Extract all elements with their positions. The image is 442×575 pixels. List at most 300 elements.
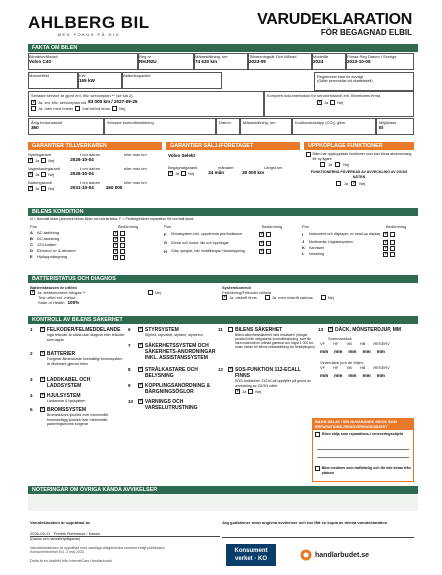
kontroll-item <box>128 343 216 367</box>
system-missing-checkbox[interactable] <box>265 295 270 300</box>
handlarbudet-name: handlarbudet.se <box>315 551 370 559</box>
doc-title-block <box>257 12 412 37</box>
yes-label: Ja <box>242 389 247 395</box>
item-title: DÄCK, MÖNSTERDJUP, MM <box>335 327 402 333</box>
footer-left-title: Varudeklaration är upprättad av <box>30 520 91 525</box>
f-checkbox[interactable] <box>266 232 271 237</box>
max-km-label: eller max km <box>124 152 147 157</box>
fakta-header: FAKTA OM BILEN <box>28 44 418 52</box>
item-number: 8 <box>128 367 131 372</box>
pos-label: Glas, speglar, inkl. inställningar/ hissaröppning <box>171 249 245 254</box>
item-checkbox[interactable] <box>40 351 45 356</box>
pos-label: AC-laddning <box>37 230 60 235</box>
skick-row <box>302 230 416 239</box>
service-box <box>28 91 264 117</box>
control-label: Senaste kontrollbesiktning <box>107 120 154 125</box>
garanti-seller <box>168 153 298 176</box>
yes-label: Ja <box>35 171 40 177</box>
field-firstreg[interactable] <box>346 53 414 70</box>
item-number: 12 <box>218 367 224 372</box>
pos-code: H <box>164 248 167 254</box>
kontroll-item <box>30 393 126 407</box>
batteri-method-label: Test utfört enl. metod <box>38 295 76 300</box>
kontroll-item <box>30 407 126 437</box>
skick-col-3 <box>302 230 416 257</box>
field-value: 155 kW <box>79 78 95 83</box>
no-label: Nej <box>48 171 55 177</box>
batt-no-checkbox[interactable] <box>41 186 46 191</box>
system-yes-checkbox[interactable] <box>222 295 227 300</box>
seller-no-checkbox[interactable] <box>181 171 186 176</box>
service-ej-checkbox[interactable] <box>75 106 80 111</box>
no-label: Nej <box>188 170 195 176</box>
to-date-label: t om datum <box>80 166 101 171</box>
item-sub: Länkarmar & hjulsystem <box>46 399 86 403</box>
batt-km: 160 000 <box>105 185 123 190</box>
field-value: 2024 <box>313 59 324 64</box>
item-number: 9 <box>128 383 131 388</box>
system-block <box>222 285 412 300</box>
footer-right <box>222 520 414 538</box>
field-label: Reg nr <box>139 54 152 59</box>
dangerous-checkbox[interactable] <box>315 466 320 471</box>
no-label: Nej <box>255 389 262 395</box>
class-cell[interactable] <box>376 118 414 135</box>
tyre-col: HB <box>359 365 366 370</box>
item-title: BILENS SÄKERHET <box>235 327 283 333</box>
kontroll-item <box>128 327 216 343</box>
item-number: 10 <box>128 399 134 404</box>
field-label: Motoreffekt <box>29 73 49 78</box>
tyre-mm[interactable]: mm <box>376 373 385 378</box>
skick-header: BILENS KONDITION <box>28 208 418 216</box>
item-checkbox[interactable] <box>328 327 333 332</box>
to-date-label: t om datum <box>80 152 101 157</box>
item-checkbox[interactable] <box>40 393 45 398</box>
field-kw[interactable] <box>78 72 122 89</box>
no-label: Nej <box>327 295 334 300</box>
kontroll-col-3 <box>218 327 318 397</box>
nybil-label: Nybilsgaranti <box>28 152 52 157</box>
upp-header: UPPKÖPLAGE FUNKTIONER <box>304 142 414 150</box>
vagn-no-checkbox[interactable] <box>41 172 46 177</box>
kontroll-header: KONTROLL AV BILENS SÄKERHET <box>28 316 418 324</box>
rating-label: Bedömning <box>386 224 407 229</box>
odo-cell[interactable] <box>240 118 292 135</box>
no-label: Nej <box>337 100 344 105</box>
sos-yes-checkbox[interactable] <box>235 389 240 394</box>
kontroll-item <box>30 377 126 393</box>
complete-box <box>264 91 414 117</box>
pos-label: Hjulupphängning <box>37 254 68 259</box>
item-checkbox[interactable] <box>40 327 45 332</box>
kontroll-item <box>30 351 126 377</box>
annual-cell[interactable] <box>28 118 104 135</box>
months-label: månader <box>218 165 234 170</box>
service-yes-label: Ja, enl. tillv. serviceplan vid <box>38 99 87 105</box>
pos-label: Klimatsystem inkl. uppvärmda ytor/funktioner <box>171 232 243 237</box>
repair-label: Bilen säljs som reparations-/ renoveringsobjekt <box>322 432 404 437</box>
f-checkbox[interactable] <box>120 243 125 248</box>
skick-row <box>30 254 160 260</box>
no-label: Nej <box>154 290 161 295</box>
n-checkbox[interactable] <box>383 232 388 237</box>
pos-label: Inredning <box>309 251 324 256</box>
tyre-col: VB <box>346 341 352 346</box>
pos-code: C <box>30 242 33 247</box>
skick-col-1 <box>30 230 160 260</box>
vagn-date: 2026-10-04 <box>70 171 94 176</box>
rating-label: Bedömning <box>118 224 139 229</box>
tyre-col: HF <box>333 341 339 346</box>
tyre-mm[interactable]: mm <box>362 373 371 378</box>
service-nej-label: Nej <box>119 106 126 111</box>
service-brister-checkbox[interactable] <box>31 106 36 111</box>
service-yes-checkbox[interactable] <box>31 100 36 105</box>
sos-no-checkbox[interactable] <box>248 389 253 394</box>
kontroll-item <box>128 399 216 415</box>
item-title: VARNINGS OCH VARSELUTRUSTNING <box>144 399 198 411</box>
seller-yes-checkbox[interactable] <box>168 171 173 176</box>
item-number: 1 <box>30 327 33 332</box>
complete-yes-checkbox[interactable] <box>317 100 322 105</box>
state-label: State of Health <box>38 300 65 305</box>
reg-label: Registrerat starrlör avvägt <box>317 74 364 79</box>
batteri-yes-checkbox[interactable] <box>30 290 35 295</box>
pos-code: E <box>30 254 33 259</box>
tyre-mm[interactable]: mm <box>320 373 329 378</box>
skick-row <box>164 239 300 247</box>
f-checkbox[interactable] <box>120 249 125 254</box>
skick-row <box>164 230 300 239</box>
item-sub: SOS-funktionen 112-eCall uppfyller på grund av avveckling av 2G/3G-nätet <box>235 379 312 388</box>
class-label: Miljöklass <box>379 120 397 125</box>
field-motor[interactable] <box>28 72 78 89</box>
skick-row <box>302 251 416 257</box>
to-date-label: t om datum <box>80 180 101 185</box>
f-checkbox[interactable] <box>390 246 395 251</box>
pos-label: Dörrar och luckor, lås och öppningar <box>171 240 229 245</box>
upp-checkbox[interactable] <box>306 152 311 157</box>
upp-no-checkbox[interactable] <box>335 162 340 167</box>
pos-label: 12V-batteri <box>37 242 57 247</box>
pos-label: Karosseri <box>309 245 325 250</box>
control-cell[interactable] <box>104 118 216 135</box>
tyre-col: VF <box>320 341 326 346</box>
class-value: El <box>379 125 384 130</box>
footer-left <box>30 520 220 563</box>
notes-area[interactable] <box>28 495 418 511</box>
kontroll-col-1 <box>30 327 126 437</box>
pos-code: K <box>302 245 305 250</box>
km-label: Längst km <box>264 165 283 170</box>
date-label: Datum <box>219 120 231 125</box>
notes-header: NOTERINGAR OM ÖVRIGA KÄNDA AVVIKELSER <box>28 486 418 494</box>
batteri-test-label: Ja, testdokument bifogas ** <box>37 290 86 295</box>
item-title: STYRSYSTEM <box>144 327 179 333</box>
reg-box <box>314 72 414 91</box>
seller-header: GARANTIER SÄLJ./FÖRETAGET <box>166 142 300 150</box>
field-label: Tillverkningsår Och Månad <box>249 54 297 59</box>
nybil-date: 2026-10-04 <box>70 157 94 162</box>
item-number: 2 <box>30 351 33 356</box>
tyre-col: HB <box>359 341 366 346</box>
tyre-col: VF <box>320 365 326 370</box>
n-checkbox[interactable] <box>259 232 264 237</box>
kontroll-col-2 <box>128 327 216 415</box>
f-checkbox[interactable] <box>390 232 395 237</box>
annual-row <box>28 118 414 135</box>
no-label: Nej <box>48 157 55 163</box>
vagn-yes-checkbox[interactable] <box>28 172 33 177</box>
complete-label: Komplett dokumentation för servicehistorik enl. tillverkares firma <box>267 93 381 98</box>
yes-label: Ja <box>324 100 329 105</box>
repair-header: BILEN SÄLJS I SIN NUVARANDE SKICK SOM REPARATIONS-/RENOVERINGSOBJEKT <box>313 419 413 430</box>
footer-signature-line[interactable] <box>222 535 414 538</box>
no-label: Nej <box>48 185 55 191</box>
item-checkbox[interactable] <box>138 343 143 348</box>
item-checkbox[interactable] <box>228 327 233 332</box>
pos-code: J <box>302 239 305 244</box>
f-checkbox[interactable] <box>120 255 125 260</box>
tyre-mm[interactable]: mm <box>376 349 385 354</box>
no-label: Nej <box>343 162 350 168</box>
footer-fine-3: Detta är en växlfrifö från InternetCars Handlarbudet <box>30 558 112 563</box>
annual-label: Årlig fordonsskatt <box>31 120 62 125</box>
tyre-mm[interactable]: mm <box>348 373 357 378</box>
nybil-no-checkbox[interactable] <box>41 158 46 163</box>
pos-code: A <box>30 230 33 235</box>
n-checkbox[interactable] <box>383 252 388 257</box>
item-title: SÄKERHETSSYSTEM OCH SÄKERHETS-ANORDNINGAR INKL. ASSISTANSSYSTEM <box>144 343 216 361</box>
field-modelyear[interactable] <box>312 53 346 70</box>
field-label: Bilmärke/Modell <box>29 54 58 59</box>
item-title: BROMSSYSTEM <box>46 407 87 413</box>
f-checkbox[interactable] <box>390 252 395 257</box>
co2-cell[interactable] <box>292 118 376 135</box>
pos-label: Multimedia, högtalarsystem <box>309 239 353 244</box>
co2-label: Koldioxidutsläpp (CO₂) g/km <box>295 120 346 125</box>
kontroll-item <box>218 327 318 367</box>
item-sub: Bilens säkerhetssäkerhet med resultatet i (bifogat protokoll från obligatorisk kontrollbesiktning, som får vara maximalt en månad gammal och högst 1 000 km innan datum för bilens mätarställning vid försäljningen) <box>235 333 315 349</box>
item-number: 7 <box>128 343 131 348</box>
brand-logo <box>28 14 150 37</box>
brand-name: AHLBERG BIL <box>28 13 150 32</box>
field-label: Mätarställning, km <box>195 54 228 59</box>
tyre-cols <box>320 365 414 370</box>
n-checkbox[interactable] <box>259 241 264 246</box>
item-title: FELKODER/FELMEDDELANDE <box>46 327 121 333</box>
tyre-winter-mm <box>320 373 414 379</box>
repair-line <box>317 449 409 450</box>
tyre-block <box>318 327 414 379</box>
item-title: STRÅLKASTARE OCH BELYSNING <box>144 367 198 379</box>
max-km-label: eller max km <box>124 180 147 185</box>
pos-label: Instrument och displayer, ev head-up display <box>309 232 381 237</box>
f-checkbox[interactable] <box>266 241 271 246</box>
repair-box <box>312 418 414 482</box>
pos-label: Elmotor/-er & drivaxel <box>37 248 76 253</box>
rating-label: Bedömning <box>262 224 283 229</box>
kontroll-item <box>128 383 216 399</box>
handlarbudet-icon <box>300 549 312 561</box>
batt-label: Batterigaranti <box>28 180 52 185</box>
tyre-summer-mm <box>320 349 414 355</box>
upp-block <box>306 152 412 186</box>
footer-left-sub: (Datum och namnförtydligande) <box>30 537 81 541</box>
field-odometer[interactable] <box>194 53 248 70</box>
tyre-mm[interactable]: mm <box>320 349 329 354</box>
pos-label: Pos <box>302 224 309 229</box>
garanti-header: GARANTIER TILLVERKAREN <box>28 142 162 150</box>
yes-label: Ja <box>35 185 40 191</box>
km-value: 30 000 km <box>242 170 265 175</box>
item-checkbox[interactable] <box>138 327 143 332</box>
n-checkbox[interactable] <box>259 249 264 254</box>
tyre-mm[interactable]: mm <box>362 349 371 354</box>
func-no-checkbox[interactable] <box>351 181 356 186</box>
skick-col-2 <box>164 230 300 256</box>
item-checkbox[interactable] <box>138 383 143 388</box>
item-number: 13 <box>318 327 324 332</box>
system-sub: Felsökning/Felkoder utlästa <box>222 290 271 295</box>
field-label: Batterikapacitet <box>123 73 151 78</box>
nybil-yes-checkbox[interactable] <box>28 158 33 163</box>
annual-value: 360 <box>31 125 39 130</box>
service-brister-label: Ja, men med brister <box>38 106 74 111</box>
field-value: RHJ92U <box>139 59 157 64</box>
ko-line-1: Konsument <box>234 548 268 554</box>
vagn-label: Vagnskadegaranti <box>28 166 60 171</box>
kontroll-item <box>218 367 318 397</box>
tyre-mm[interactable]: mm <box>334 373 343 378</box>
repair-checkbox[interactable] <box>315 432 320 437</box>
dangerous-label: Bilen bedöms som trafikfarlig och får inte köras från platsen <box>321 466 411 475</box>
batt-date: 2031-10-04 <box>70 185 94 190</box>
system-yes-label: Ja, utskrift finns <box>229 295 257 300</box>
item-sub: Bromsskivors tjocklek över minimimått, bromsbelägg tjocklek över minimimått, parkeringsbroms fungerar <box>46 413 109 427</box>
tyre-mm[interactable]: mm <box>334 349 343 354</box>
kontroll-item <box>30 327 126 351</box>
f-checkbox[interactable] <box>390 240 395 245</box>
service-ej-label: Inte införd ännu <box>82 106 111 111</box>
yes-label: Ja <box>328 162 333 168</box>
konsumentverket-logo <box>226 544 276 566</box>
service-row <box>28 91 414 117</box>
service-nej-checkbox[interactable] <box>112 106 117 111</box>
item-checkbox[interactable] <box>40 407 45 412</box>
item-checkbox[interactable] <box>228 367 233 372</box>
n-checkbox[interactable] <box>113 255 118 260</box>
doc-title: VARUDEKLARATION <box>257 11 412 28</box>
yes-label: Ja <box>175 170 180 176</box>
date-cell[interactable] <box>216 118 240 135</box>
field-model[interactable] <box>28 53 138 70</box>
item-sub: Styrled, styrväxel, styrarm, styrservo <box>144 333 203 337</box>
system-missing-label: Ja, men utskrift saknas <box>271 295 313 300</box>
batteri-header: BATTERISTATUS OCH DIAGNOS <box>28 275 418 283</box>
field-regnr[interactable] <box>138 53 194 70</box>
service-label: Senaste service är gjord enl. tillv. serviceplan ** (se sid 2) <box>31 93 133 98</box>
ko-line-2: verket · KO <box>234 556 267 562</box>
field-value: 74 630 km <box>195 59 217 64</box>
seller-beg-label: Begagnatgaranti <box>168 165 198 170</box>
yes-label: Ja <box>35 157 40 163</box>
tyre-col: RESERV <box>373 365 390 370</box>
system-label: Systemkontroll <box>222 285 251 290</box>
field-manufactured[interactable] <box>248 53 312 70</box>
pos-label: Pos <box>30 224 37 229</box>
pos-label: Pos <box>164 224 171 229</box>
skick-row <box>164 247 300 256</box>
upp-yes-checkbox[interactable] <box>320 162 325 167</box>
system-no-checkbox[interactable] <box>321 295 326 300</box>
field-value: 2023-10-05 <box>347 59 371 64</box>
footer-fine-2: Konsumentverket KO, 3 maj 2023 <box>30 550 84 555</box>
field-label: KW <box>79 73 86 78</box>
batteri-block <box>30 285 220 306</box>
item-sub: Fungerar åtminstonde översiktlig/ bromssystem är tillverkare gjenom bilen <box>46 357 123 366</box>
f-checkbox[interactable] <box>120 237 125 242</box>
tyre-cols <box>320 341 414 346</box>
upp-text: Bilen har uppkopplade funktioner som kan köras abonnemang för ny ägare <box>312 152 412 161</box>
footer-fine-1: Varudeklarationen är upprättad med samtliga obligatoriska moment enligt publikation <box>30 545 165 550</box>
pos-label: DC-laddning <box>37 236 60 241</box>
func-yes-checkbox[interactable] <box>336 181 341 186</box>
tyre-col: VB <box>346 365 352 370</box>
tyre-mm[interactable]: mm <box>348 349 357 354</box>
field-value: Volvo C40 <box>29 59 51 64</box>
item-checkbox[interactable] <box>138 367 143 372</box>
yes-label: Ja <box>344 181 349 187</box>
batt-yes-checkbox[interactable] <box>28 186 33 191</box>
pos-code: I <box>302 231 304 237</box>
skick-grid <box>30 224 416 268</box>
f-checkbox[interactable] <box>120 231 125 236</box>
item-checkbox[interactable] <box>138 399 143 404</box>
reg-cell[interactable] <box>314 72 414 91</box>
field-value: 2023-09 <box>249 59 266 64</box>
item-title: HJULSYSTEM <box>46 393 81 399</box>
complete-no-checkbox[interactable] <box>330 100 335 105</box>
item-title: LADDKABEL OCH LADDSYSTEM <box>46 377 91 389</box>
field-battery[interactable] <box>122 72 222 89</box>
item-number: 6 <box>128 327 131 332</box>
batteri-no-checkbox[interactable] <box>148 290 153 295</box>
no-label: Nej <box>359 181 366 187</box>
brand-tagline: MED FOKUS PÅ DIG <box>57 32 121 37</box>
pos-code: L <box>302 251 305 256</box>
service-km: 83 000 km / 2027-09-25 <box>88 99 138 104</box>
footer-left-name: 2026-09-11 · Fredrik Berthsson / Kassa <box>30 531 220 537</box>
tyre-col: RESERV <box>373 341 390 346</box>
seller-name: Volvo Selekt <box>168 153 195 158</box>
item-title: BATTERIER <box>46 351 76 357</box>
pos-code: G <box>164 240 168 245</box>
field-label: Modellår <box>313 54 329 59</box>
pos-code: F <box>164 231 167 237</box>
item-title: SOS-FUNKTION 112-ECALL FINNS <box>235 367 301 379</box>
pos-code: D <box>30 248 33 253</box>
footer-right-title: Jag godkänner ovan angivna avvikelser och har fått en kopia av denna varudeklaration <box>222 520 388 525</box>
item-number: 3 <box>30 377 33 382</box>
item-number: 4 <box>30 393 33 398</box>
field-label: Första Reg Datum I Sverige <box>347 54 397 59</box>
item-number: 5 <box>30 407 33 412</box>
item-checkbox[interactable] <box>40 377 45 382</box>
f-checkbox[interactable] <box>266 249 271 254</box>
tyre-col: HF <box>333 365 339 370</box>
